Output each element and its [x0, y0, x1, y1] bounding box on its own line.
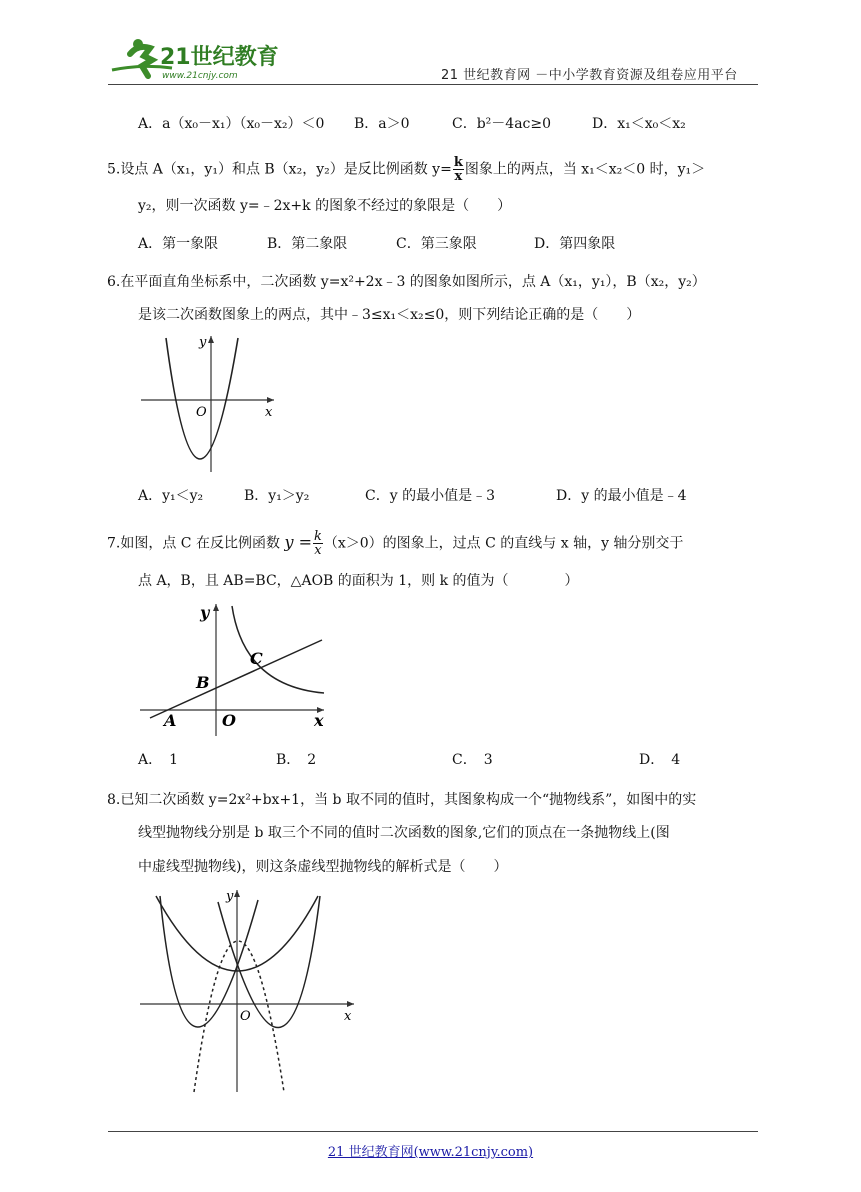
q5-line1: [107, 156, 705, 183]
q7-hyperbola-figure: [138, 598, 333, 742]
q8-line3: 中虚线型抛物线)，则这条虚线型抛物线的解析式是（ ）: [138, 859, 508, 875]
q5-line2: y₂，则一次函数 y=﹣2x+k 的图象不经过的象限是（ ）: [138, 198, 512, 214]
q5-option-c: C．第三象限: [396, 236, 477, 252]
logo-url: www.21cnjy.com: [162, 71, 238, 81]
q8-parabola-family-figure: [138, 886, 360, 1098]
q7-text-a: 7.如图，点 C 在反比例函数: [107, 535, 280, 552]
q6-option-d: D．y 的最小值是﹣4: [556, 488, 687, 504]
q7-option-b: B． 2: [276, 752, 317, 768]
q5-frac-num: k: [453, 155, 463, 170]
q7-frac-lhs: y =: [284, 532, 312, 552]
q6-option-b: B．y₁＞y₂: [244, 488, 310, 504]
footer-link[interactable]: 21 世纪教育网(www.21cnjy.com): [327, 1145, 534, 1160]
q8-line1: 8.已知二次函数 y=2x²+bx+1，当 b 取不同的值时，其图象构成一个“抛物线系”，如图中的实: [107, 792, 697, 808]
q6-line1: 6.在平面直角坐标系中，二次函数 y=x²+2x﹣3 的图象如图所示，点 A（x₁，y₁），B（x₂，y₂）: [107, 274, 706, 290]
q6-x-label: x: [265, 405, 273, 420]
q6-parabola-figure: [136, 330, 281, 479]
q4-option-b: B．a＞0: [354, 116, 410, 132]
logo-text: 21世纪教育: [160, 45, 279, 70]
q7-line2: 点 A，B，且 AB=BC，△AOB 的面积为 1，则 k 的值为（ ）: [138, 573, 579, 589]
q4-option-d: D．x₁＜x₀＜x₂: [592, 116, 686, 132]
q7-frac-num: k: [313, 529, 322, 544]
q5-fraction: [453, 156, 464, 183]
q5-text-b: 图象上的两点，当 x₁＜x₂＜0 时，y₁＞: [464, 161, 706, 178]
q7-option-a: A． 1: [138, 752, 179, 768]
q4-option-a: A．a（x₀－x₁）（x₀－x₂）＜0: [138, 116, 325, 132]
q7-origin-label: O: [222, 711, 236, 730]
q8-origin-label: O: [240, 1009, 251, 1024]
q8-y-label: y: [226, 889, 234, 904]
q5-option-b: B．第二象限: [267, 236, 348, 252]
q7-text-b: （x＞0）的图象上，过点 C 的直线与 x 轴，y 轴分别交于: [323, 535, 684, 552]
q7-c-label: C: [250, 649, 263, 668]
q7-fraction: [313, 530, 323, 557]
q7-b-label: B: [196, 673, 210, 692]
header-divider: [108, 84, 758, 85]
q5-text-a: 5.设点 A（x₁，y₁）和点 B（x₂，y₂）是反比例函数 y=: [107, 161, 452, 178]
site-logo[interactable]: [108, 34, 288, 84]
footer: [0, 1141, 861, 1160]
q5-frac-den: x: [454, 169, 463, 184]
runner-logo-icon: [108, 34, 288, 84]
q6-option-a: A．y₁＜y₂: [138, 488, 204, 504]
header-title: 21 世纪教育网 －中小学教育资源及组卷应用平台: [441, 68, 738, 83]
q6-y-label: y: [199, 335, 207, 350]
q7-option-c: C． 3: [452, 752, 493, 768]
q6-line2: 是该二次函数图象上的两点，其中﹣3≤x₁＜x₂≤0，则下列结论正确的是（ ）: [138, 307, 641, 323]
q5-option-a: A．第一象限: [138, 236, 219, 252]
q8-x-label: x: [344, 1009, 352, 1024]
q6-origin-label: O: [196, 405, 207, 420]
q7-x-label: x: [314, 711, 324, 730]
q4-option-c: C．b²－4ac≥0: [452, 116, 552, 132]
q7-a-label: A: [164, 711, 177, 730]
q7-y-label: y: [200, 603, 210, 622]
q7-option-d: D． 4: [639, 752, 681, 768]
q7-frac-den: x: [314, 543, 322, 558]
footer-divider: [108, 1131, 758, 1132]
q8-line2: 线型抛物线分别是 b 取三个不同的值时二次函数的图象,它们的顶点在一条抛物线上(图: [138, 825, 670, 841]
q6-option-c: C．y 的最小值是﹣3: [365, 488, 495, 504]
q5-option-d: D．第四象限: [534, 236, 616, 252]
q7-line1: [107, 530, 683, 557]
